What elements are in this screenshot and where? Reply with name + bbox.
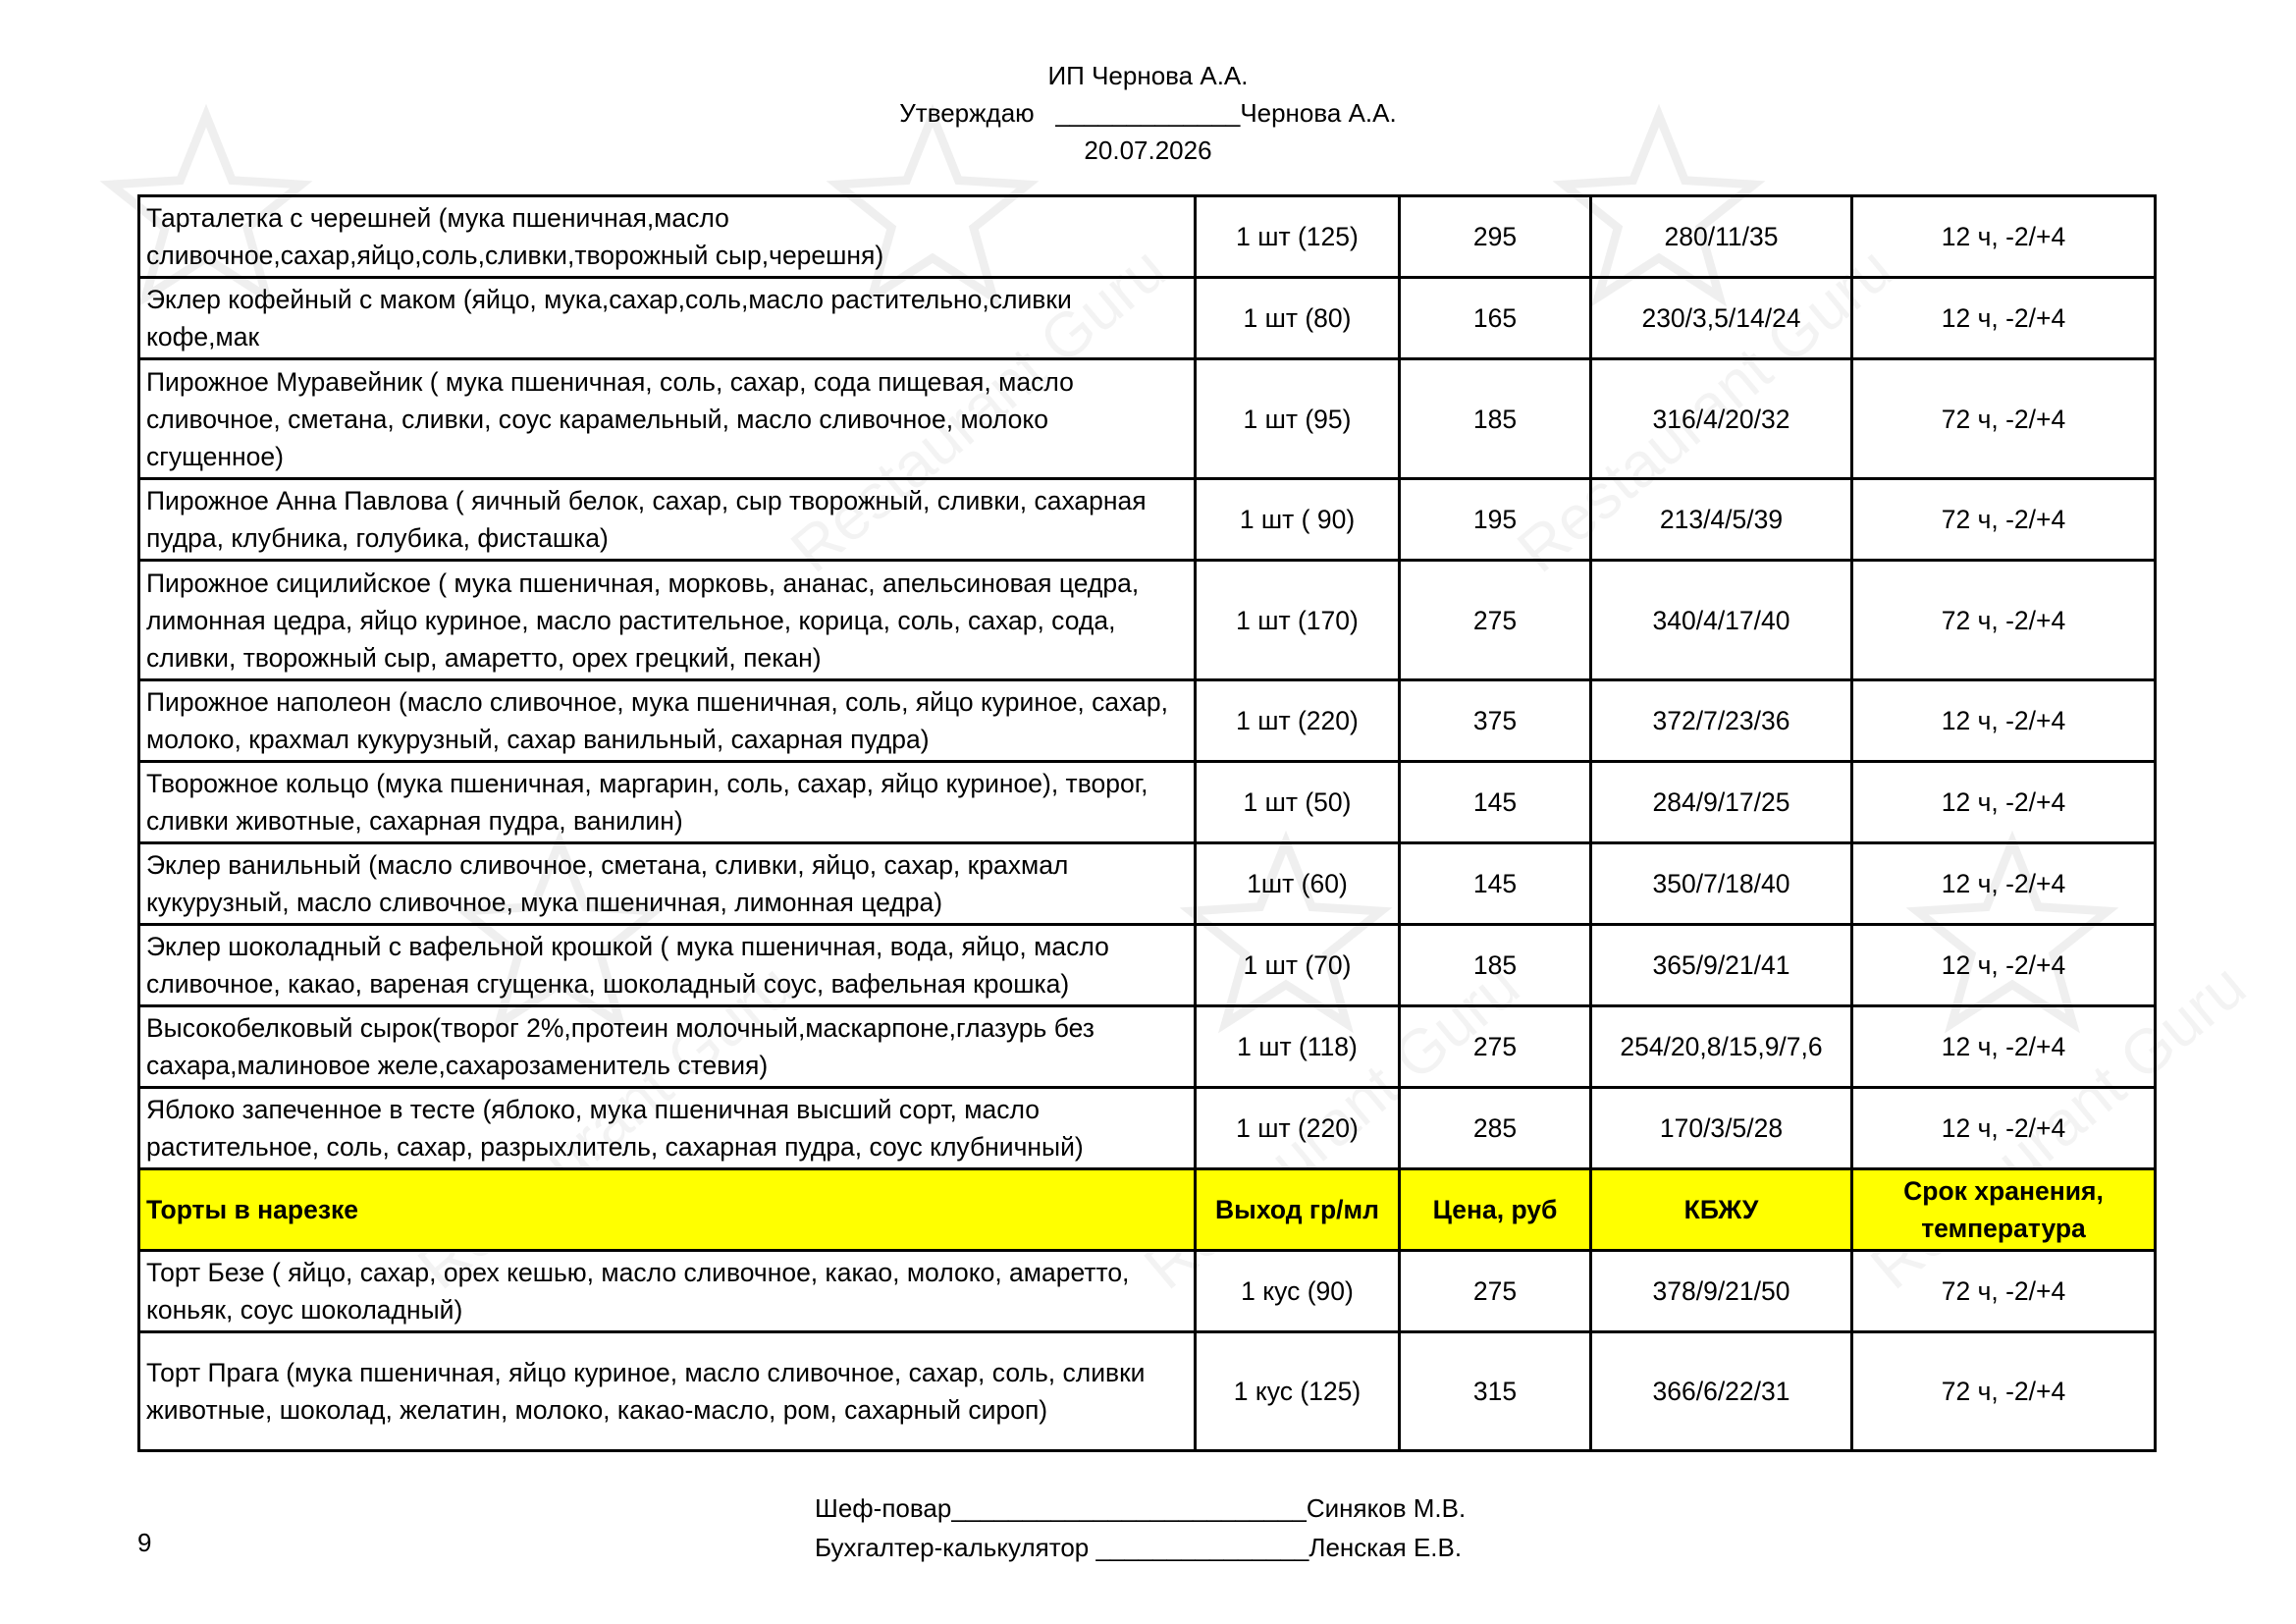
item-name: Творожное кольцо (мука пшеничная, маргарин, соль, сахар, яйцо куриное), творог, сливки животные, сахарная пудра, ванилин) xyxy=(139,762,1196,843)
table-row xyxy=(139,196,2156,278)
item-storage: 12 ч, -2/+4 xyxy=(1852,925,2156,1006)
item-storage: 12 ч, -2/+4 xyxy=(1852,1088,2156,1169)
item-portion: 1 шт ( 90) xyxy=(1196,479,1400,561)
item-price: 165 xyxy=(1400,278,1591,359)
item-storage: 12 ч, -2/+4 xyxy=(1852,278,2156,359)
accountant-signature-line xyxy=(815,1528,1466,1567)
item-kbju: 366/6/22/31 xyxy=(1591,1332,1852,1451)
table-row xyxy=(139,561,2156,680)
item-portion: 1шт (60) xyxy=(1196,843,1400,925)
table-row xyxy=(139,680,2156,762)
item-portion: 1 кус (90) xyxy=(1196,1251,1400,1332)
column-header-price: Цена, руб xyxy=(1400,1169,1591,1251)
item-kbju: 365/9/21/41 xyxy=(1591,925,1852,1006)
item-kbju: 280/11/35 xyxy=(1591,196,1852,278)
item-kbju: 213/4/5/39 xyxy=(1591,479,1852,561)
approve-label: Утверждаю xyxy=(899,98,1035,128)
accountant-name: Ленская Е.В. xyxy=(1308,1533,1463,1562)
item-kbju: 316/4/20/32 xyxy=(1591,359,1852,479)
column-header-storage: Срок хранения, температура xyxy=(1852,1169,2156,1251)
document-header xyxy=(0,57,2296,169)
item-portion: 1 кус (125) xyxy=(1196,1332,1400,1451)
item-name: Пирожное Муравейник ( мука пшеничная, соль, сахар, сода пищевая, масло сливочное, сметана, сливки, соус карамельный, масло сливочное, молоко сгущенное) xyxy=(139,359,1196,479)
accountant-signature-blank: _______________ xyxy=(1095,1533,1309,1562)
item-portion: 1 шт (220) xyxy=(1196,1088,1400,1169)
chef-signature-blank: _________________________ xyxy=(951,1493,1307,1523)
item-storage: 12 ч, -2/+4 xyxy=(1852,680,2156,762)
accountant-label: Бухгалтер-калькулятор xyxy=(815,1533,1090,1562)
chef-name: Синяков М.В. xyxy=(1306,1493,1467,1523)
item-price: 185 xyxy=(1400,359,1591,479)
item-storage: 72 ч, -2/+4 xyxy=(1852,561,2156,680)
item-portion: 1 шт (70) xyxy=(1196,925,1400,1006)
item-portion: 1 шт (170) xyxy=(1196,561,1400,680)
org-name: ИП Чернова А.А. xyxy=(1047,61,1249,90)
item-name: Пирожное сицилийское ( мука пшеничная, морковь, ананас, апельсиновая цедра, лимонная цедра, яйцо куриное, масло растительное, корица, соль, сахар, сода, сливки, творожный сыр, амаретто, орех грецкий, пекан) xyxy=(139,561,1196,680)
chef-label: Шеф-повар xyxy=(815,1493,952,1523)
item-price: 295 xyxy=(1400,196,1591,278)
item-portion: 1 шт (125) xyxy=(1196,196,1400,278)
item-kbju: 378/9/21/50 xyxy=(1591,1251,1852,1332)
item-price: 185 xyxy=(1400,925,1591,1006)
signature-block xyxy=(815,1489,1466,1567)
item-name: Эклер шоколадный с вафельной крошкой ( мука пшеничная, вода, яйцо, масло сливочное, какао, вареная сгущенка, шоколадный соус, вафельная крошка) xyxy=(139,925,1196,1006)
approval-line xyxy=(0,94,2296,132)
approve-name: Чернова А.А. xyxy=(1240,98,1397,128)
item-kbju: 350/7/18/40 xyxy=(1591,843,1852,925)
item-portion: 1 шт (95) xyxy=(1196,359,1400,479)
column-header-portion: Выход гр/мл xyxy=(1196,1169,1400,1251)
item-price: 275 xyxy=(1400,1251,1591,1332)
table-row xyxy=(139,762,2156,843)
item-storage: 72 ч, -2/+4 xyxy=(1852,359,2156,479)
item-name: Эклер ванильный (масло сливочное, сметана, сливки, яйцо, сахар, крахмал кукурузный, масло сливочное, мука пшеничная, лимонная цедра) xyxy=(139,843,1196,925)
item-price: 315 xyxy=(1400,1332,1591,1451)
item-price: 145 xyxy=(1400,762,1591,843)
item-name: Пирожное Анна Павлова ( яичный белок, сахар, сыр творожный, сливки, сахарная пудра, клубника, голубика, фисташка) xyxy=(139,479,1196,561)
item-kbju: 284/9/17/25 xyxy=(1591,762,1852,843)
item-name: Пирожное наполеон (масло сливочное, мука пшеничная, соль, яйцо куриное, сахар, молоко, крахмал кукурузный, сахар ванильный, сахарная пудра) xyxy=(139,680,1196,762)
page-number: 9 xyxy=(137,1528,152,1557)
item-storage: 72 ч, -2/+4 xyxy=(1852,1332,2156,1451)
item-storage: 72 ч, -2/+4 xyxy=(1852,1251,2156,1332)
item-price: 275 xyxy=(1400,1006,1591,1088)
column-header-kbju: КБЖУ xyxy=(1591,1169,1852,1251)
item-storage: 72 ч, -2/+4 xyxy=(1852,479,2156,561)
item-storage: 12 ч, -2/+4 xyxy=(1852,196,2156,278)
item-storage: 12 ч, -2/+4 xyxy=(1852,762,2156,843)
table-row xyxy=(139,278,2156,359)
table-row xyxy=(139,359,2156,479)
approval-date: 20.07.2026 xyxy=(1084,135,1212,165)
table-row xyxy=(139,1088,2156,1169)
item-name: Торт Безе ( яйцо, сахар, орех кешью, масло сливочное, какао, молоко, амаретто, коньяк, соус шоколадный) xyxy=(139,1251,1196,1332)
item-price: 285 xyxy=(1400,1088,1591,1169)
item-price: 375 xyxy=(1400,680,1591,762)
menu-table xyxy=(137,194,2157,1452)
chef-signature-line xyxy=(815,1489,1466,1528)
table-row xyxy=(139,1251,2156,1332)
item-name: Эклер кофейный с маком (яйцо, мука,сахар,соль,масло растительно,сливки кофе,мак xyxy=(139,278,1196,359)
item-kbju: 254/20,8/15,9/7,6 xyxy=(1591,1006,1852,1088)
item-kbju: 230/3,5/14/24 xyxy=(1591,278,1852,359)
item-price: 145 xyxy=(1400,843,1591,925)
approve-signature-blank: _____________ xyxy=(1055,98,1241,128)
item-kbju: 170/3/5/28 xyxy=(1591,1088,1852,1169)
item-kbju: 340/4/17/40 xyxy=(1591,561,1852,680)
table-row xyxy=(139,843,2156,925)
item-name: Тарталетка с черешней (мука пшеничная,масло сливочное,сахар,яйцо,соль,сливки,творожный сыр,черешня) xyxy=(139,196,1196,278)
item-portion: 1 шт (220) xyxy=(1196,680,1400,762)
item-portion: 1 шт (118) xyxy=(1196,1006,1400,1088)
table-row xyxy=(139,1332,2156,1451)
table-row xyxy=(139,925,2156,1006)
table-row xyxy=(139,479,2156,561)
item-name: Торт Прага (мука пшеничная, яйцо куриное, масло сливочное, сахар, соль, сливки животные, шоколад, желатин, молоко, какао-масло, ром, сахарный сироп) xyxy=(139,1332,1196,1451)
item-name: Высокобелковый сырок(творог 2%,протеин молочный,маскарпоне,глазурь без сахара,малиновое желе,сахарозаменитель стевия) xyxy=(139,1006,1196,1088)
table-row xyxy=(139,1006,2156,1088)
item-portion: 1 шт (50) xyxy=(1196,762,1400,843)
item-kbju: 372/7/23/36 xyxy=(1591,680,1852,762)
section-header-row xyxy=(139,1169,2156,1251)
item-price: 275 xyxy=(1400,561,1591,680)
item-storage: 12 ч, -2/+4 xyxy=(1852,843,2156,925)
item-portion: 1 шт (80) xyxy=(1196,278,1400,359)
section-title: Торты в нарезке xyxy=(139,1169,1196,1251)
item-price: 195 xyxy=(1400,479,1591,561)
item-name: Яблоко запеченное в тесте (яблоко, мука пшеничная высший сорт, масло растительное, соль, сахар, разрыхлитель, сахарная пудра, соус клубничный) xyxy=(139,1088,1196,1169)
item-storage: 12 ч, -2/+4 xyxy=(1852,1006,2156,1088)
